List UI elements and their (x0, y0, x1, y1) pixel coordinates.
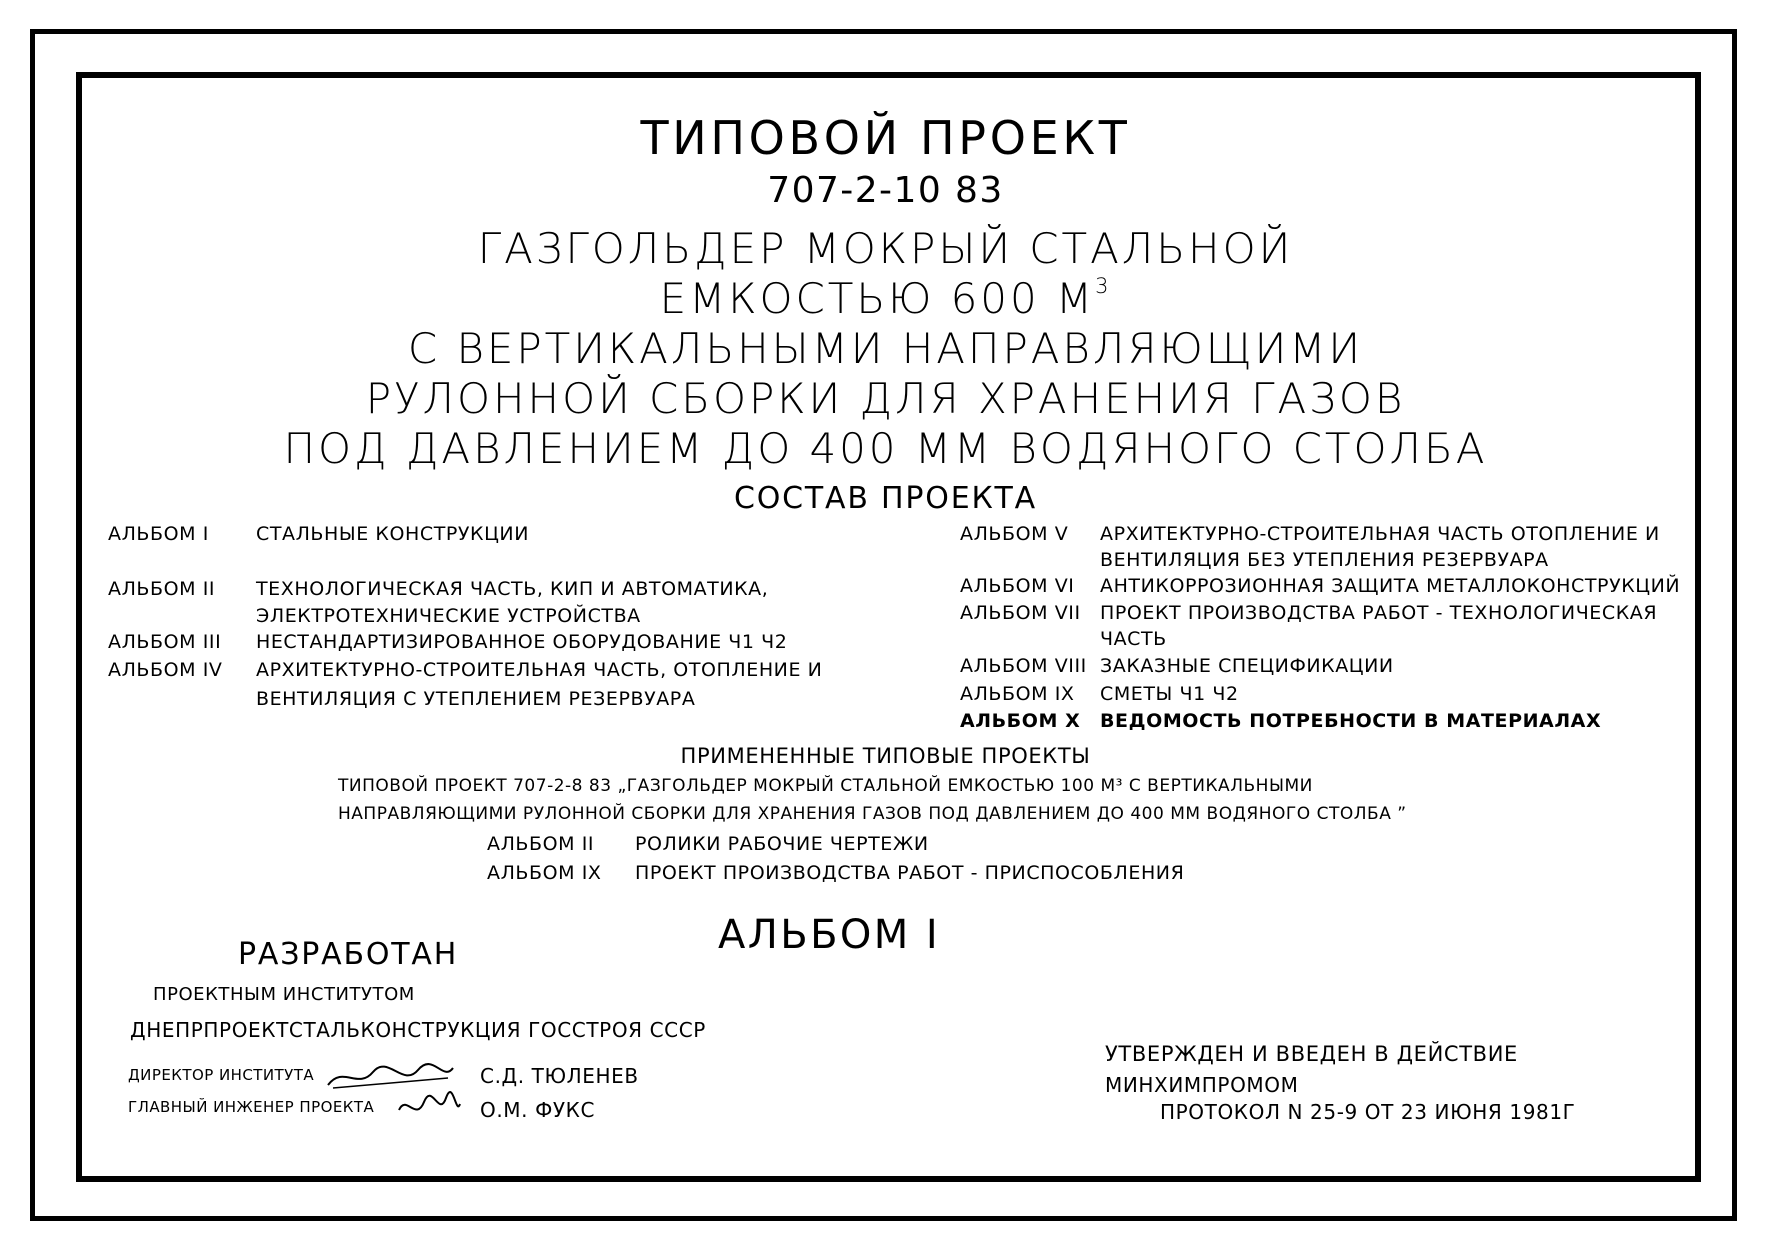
album-text: АРХИТЕКТУРНО-СТРОИТЕЛЬНАЯ ЧАСТЬ, ОТОПЛЕНИЕ И (256, 659, 823, 681)
album-label: АЛЬБОМ I (108, 523, 209, 545)
album-text: ПРОЕКТ ПРОИЗВОДСТВА РАБОТ - ТЕХНОЛОГИЧЕСКАЯ (1100, 602, 1658, 624)
album-label: АЛЬБОМ V (960, 523, 1069, 545)
album-text: АНТИКОРРОЗИОННАЯ ЗАЩИТА МЕТАЛЛОКОНСТРУКЦИЙ (1100, 575, 1681, 597)
album-text: СМЕТЫ Ч1 Ч2 (1100, 683, 1239, 705)
album-row (108, 580, 768, 599)
album-text-cont: ЧАСТЬ (1100, 628, 1167, 650)
album-row (960, 712, 1601, 731)
album-row (960, 604, 1657, 623)
album-row (108, 661, 822, 680)
engineer-signature (394, 1088, 464, 1126)
approval-protocol: ПРОТОКОЛ N 25-9 ОТ 23 ИЮНЯ 1981Г (1160, 1100, 1576, 1124)
name-line-3: С ВЕРТИКАЛЬНЫМИ НАПРАВЛЯЮЩИМИ (407, 324, 1364, 373)
director-name: С.Д. ТЮЛЕНЕВ (480, 1064, 639, 1088)
developer-title: РАЗРАБОТАН (238, 937, 459, 972)
album-label: АЛЬБОМ II (487, 833, 595, 855)
applied-album-row (487, 835, 929, 854)
engineer-role: ГЛАВНЫЙ ИНЖЕНЕР ПРОЕКТА (128, 1098, 375, 1116)
applied-line-2: НАПРАВЛЯЮЩИМИ РУЛОННОЙ СБОРКИ ДЛЯ ХРАНЕНИЯ ГАЗОВ ПОД ДАВЛЕНИЕМ ДО 400 ММ ВОДЯНОГО СТОЛБА ” (338, 804, 1407, 824)
doc-title: ТИПОВОЙ ПРОЕКТ (640, 111, 1131, 165)
album-label: АЛЬБОМ II (108, 578, 216, 600)
superscript: 3 (1095, 273, 1112, 298)
engineer-name: О.М. ФУКС (480, 1098, 596, 1122)
album-label: АЛЬБОМ IX (960, 683, 1075, 705)
album-text: АРХИТЕКТУРНО-СТРОИТЕЛЬНАЯ ЧАСТЬ ОТОПЛЕНИЕ И (1100, 523, 1660, 545)
developer-line-1: ПРОЕКТНЫМ ИНСТИТУТОМ (153, 984, 415, 1005)
album-label: АЛЬБОМ IX (487, 862, 602, 884)
album-text: ВЕДОМОСТЬ ПОТРЕБНОСТИ В МАТЕРИАЛАХ (1100, 710, 1602, 732)
name-line-2: ЕМКОСТЬЮ 600 $М^3$ (659, 273, 1112, 323)
director-role: ДИРЕКТОР ИНСТИТУТА (128, 1066, 315, 1084)
album-label: АЛЬБОМ VI (960, 575, 1075, 597)
album-text-cont: ВЕНТИЛЯЦИЯ БЕЗ УТЕПЛЕНИЯ РЕЗЕРВУАРА (1100, 549, 1549, 571)
album-label: АЛЬБОМ VII (960, 602, 1081, 624)
album-text: СТАЛЬНЫЕ КОНСТРУКЦИИ (256, 523, 529, 545)
applied-album-row (487, 864, 1184, 883)
album-text-cont: ЭЛЕКТРОТЕХНИЧЕСКИЕ УСТРОЙСТВА (256, 605, 641, 627)
album-row (108, 525, 529, 544)
album-row (108, 633, 787, 652)
project-number: 707-2-10 83 (767, 170, 1004, 211)
current-album: АЛЬБОМ I (718, 912, 941, 958)
album-text: НЕСТАНДАРТИЗИРОВАННОЕ ОБОРУДОВАНИЕ Ч1 Ч2 (256, 631, 788, 653)
album-row (960, 577, 1680, 596)
name-line-5: ПОД ДАВЛЕНИЕМ ДО 400 ММ ВОДЯНОГО СТОЛБА (283, 424, 1488, 473)
name-line-1: ГАЗГОЛЬДЕР МОКРЫЙ СТАЛЬНОЙ (477, 224, 1294, 273)
album-text: ЗАКАЗНЫЕ СПЕЦИФИКАЦИИ (1100, 655, 1394, 677)
approval-line-1: УТВЕРЖДЕН И ВВЕДЕН В ДЕЙСТВИЕ (1105, 1042, 1518, 1066)
applied-title: ПРИМЕНЕННЫЕ ТИПОВЫЕ ПРОЕКТЫ (680, 744, 1091, 768)
album-label: АЛЬБОМ IV (108, 659, 223, 681)
album-row (960, 657, 1394, 676)
album-text-cont: ВЕНТИЛЯЦИЯ С УТЕПЛЕНИЕМ РЕЗЕРВУАРА (256, 688, 696, 710)
album-label: АЛЬБОМ VIII (960, 655, 1087, 677)
applied-line-1: ТИПОВОЙ ПРОЕКТ 707-2-8 83 „ГАЗГОЛЬДЕР МОКРЫЙ СТАЛЬНОЙ ЕМКОСТЬЮ 100 М³ С ВЕРТИКАЛЬНЫМИ (338, 776, 1313, 796)
album-text: РОЛИКИ РАБОЧИЕ ЧЕРТЕЖИ (635, 833, 929, 855)
album-row (960, 525, 1660, 544)
album-label: АЛЬБОМ III (108, 631, 222, 653)
developer-line-2: ДНЕПРПРОЕКТСТАЛЬКОНСТРУКЦИЯ ГОССТРОЯ СССР (130, 1018, 706, 1042)
approval-line-2: МИНХИМПРОМОМ (1105, 1073, 1299, 1097)
album-text: ТЕХНОЛОГИЧЕСКАЯ ЧАСТЬ, КИП И АВТОМАТИКА, (256, 578, 769, 600)
name-line-4: РУЛОННОЙ СБОРКИ ДЛЯ ХРАНЕНИЯ ГАЗОВ (365, 374, 1406, 423)
album-label: АЛЬБОМ X (960, 710, 1081, 732)
composition-title: СОСТАВ ПРОЕКТА (733, 481, 1038, 516)
album-text: ПРОЕКТ ПРОИЗВОДСТВА РАБОТ - ПРИСПОСОБЛЕНИЯ (635, 862, 1185, 884)
album-row (960, 685, 1239, 704)
